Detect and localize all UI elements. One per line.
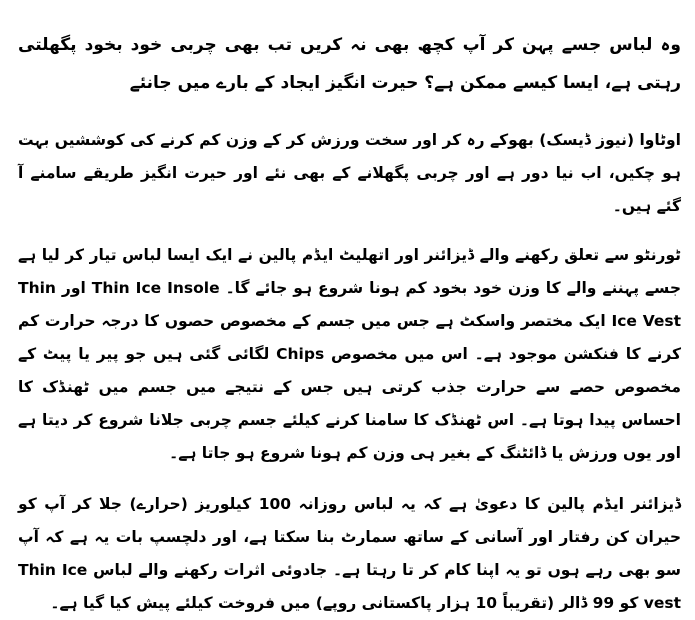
article-paragraph-3: ڈیزائنر ایڈم پالین کا دعویٰ ہے کہ یہ لباس روزانہ 100 کیلوریز (حرارے) جلا کر آپ کو حیران کن رفتار اور آسانی کے ساتھ سمارٹ بنا سکتا ہے، اور دلچسپ بات یہ ہے کہ آپ سو بھی رہے ہوں تو یہ اپنا کام کر تا رہتا ہے۔ جادوئی اثرات رکھنے والے لباس Thin Ice vest کو 99 ڈالر (تقریباً 10 ہزار پاکستانی روپے) میں فروخت کیلئے پیش کیا گیا ہے۔ — [18, 495, 681, 612]
article-paragraph-1: اوٹاوا (نیوز ڈیسک) بھوکے رہ کر اور سخت ورزش کر کے وزن کم کرنے کی کوششیں بہت ہو چکیں، اب نیا دور ہے اور چربی پگھلانے کے بھی نئے اور حیرت انگیز طریقے سامنے آ گئے ہیں۔ — [18, 131, 681, 215]
article-headline: وہ لباس جسے پہن کر آپ کچھ بھی نہ کریں تب بھی چربی خود بخود پگھلتی رہتی ہے، ایسا کیسے ممکن ہے؟ حیرت انگیز ایجاد کے بارے میں جانئے — [18, 35, 681, 93]
article-paragraph-2: ٹورنٹو سے تعلق رکھنے والے ڈیزائنر اور اتھلیٹ ایڈم پالین نے ایک ایسا لباس تیار کر لیا ہے جسے پہننے والے کا وزن خود بخود کم ہونا شروع ہو جائے گا۔ Thin Ice Insole اور Thin Ice Vest ایک مختصر واسکٹ ہے جس میں جسم کے مخصوص حصوں کا درجہ حرارت کم کرنے کا فنکشن موجود ہے۔ اس میں مخصوص Chips لگائی گئی ہیں جو پیر یا پیٹ کے مخصوص حصے سے حرارت جذب کرتی ہیں جس کے نتیجے میں جسم میں ٹھنڈک کا احساس پیدا ہوتا ہے۔ اس ٹھنڈک کا سامنا کرنے کیلئے جسم چربی جلانا شروع کر دیتا ہے اور یوں ورزش یا ڈائٹنگ کے بغیر ہی وزن کم ہونا شروع ہو جاتا ہے۔ — [18, 246, 682, 462]
article — [18, 0, 681, 620]
